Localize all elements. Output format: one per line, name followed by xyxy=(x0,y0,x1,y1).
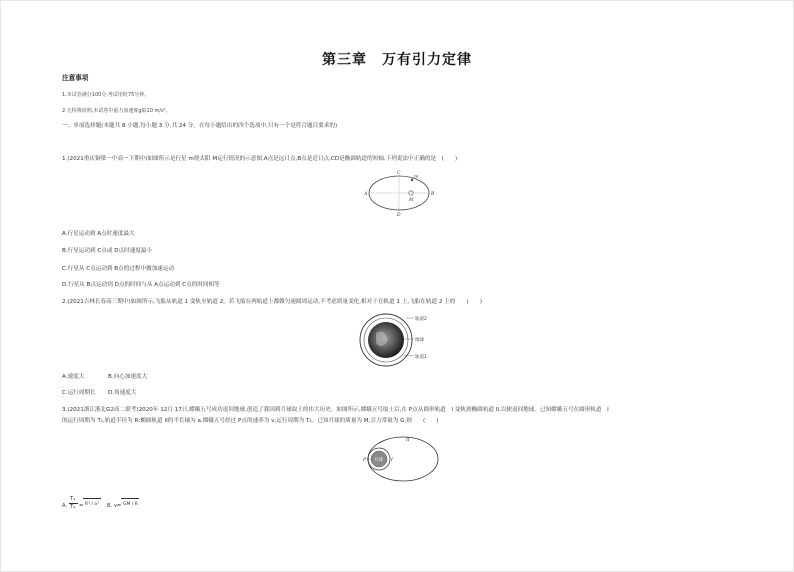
q2-stem: 2.(2021吉林长春高三期中)如图所示,飞船从轨道 1 变轨至轨道 2。若飞船在两轨道上都做匀速圆周运动,不考虑质量变化,相对于在轨道 1 上,飞船在轨道 2 上的 ( ) xyxy=(62,299,483,305)
q1-stem: 1.(2021重庆铜梁一中高一下期中)如图所示是行星 m绕太阳 M运行情况的示意图,A点是远日点,B点是近日点,CD是椭圆轨道的短轴,下列说法中正确的是 ( ) xyxy=(62,156,458,162)
label-B: B xyxy=(431,192,435,197)
q3-option-B-label: B. v= xyxy=(107,503,122,509)
q3-option-B-radicand: GM / R xyxy=(123,502,138,507)
note-item-1: 1.本试卷满分100分,考试用时75分钟。 xyxy=(62,92,150,98)
q3-option-A-equals: = xyxy=(79,503,84,509)
q2-option-A: A.速度大 xyxy=(62,374,85,380)
label-A: A xyxy=(364,192,368,197)
label-earth: 地球 xyxy=(415,338,424,343)
label-m: m xyxy=(414,175,419,180)
notes-heading: 注意事项 xyxy=(62,74,89,82)
label-orbit-II: II xyxy=(406,438,410,443)
label-P: P xyxy=(363,458,367,463)
q3-lunar-orbit-figure xyxy=(358,434,444,484)
q1-option-C: C.行星从 C点运动到 B点的过程中做加速运动 xyxy=(62,266,175,272)
q2-orbit-change-figure xyxy=(358,309,448,369)
orbit1-leader xyxy=(403,355,414,356)
q2-option-C: C.运行周期长 xyxy=(62,390,96,396)
label-orbit-I: I xyxy=(391,458,393,463)
q1-option-B: B.行星运动到 C点或 D点时速度最小 xyxy=(62,248,153,254)
q3-option-A-radicand: R³ / a³ xyxy=(85,502,99,507)
q3-option-A-fraction-top: T₁ xyxy=(70,496,76,502)
q3-stem-line-2: 的运行周期为 T₁,轨道半径为 R;椭圆轨道 II的半长轴为 a,嫦娥五号经过 P点的速率为 v,运行周期为 T₂。已知月球的质量为 M,引力常量为 G,则 ( ) xyxy=(62,418,439,424)
note-item-2: 2.无特殊说明,本试卷中重力加速度g取10 m/s²。 xyxy=(62,108,171,114)
label-M: M xyxy=(409,198,414,203)
point-P xyxy=(367,458,369,460)
q2-option-B: B.向心加速度大 xyxy=(108,374,148,380)
page-title: 第三章 万有引力定律 xyxy=(322,52,472,68)
label-moon: 月球 xyxy=(374,458,383,463)
label-D: D xyxy=(397,213,401,218)
label-C: C xyxy=(397,171,401,176)
section-heading: 一、单项选择题(本题共 8 小题,每小题 3 分,共 24 分。在每小题给出的四个选项中,只有一个是符合题目要求的) xyxy=(62,123,338,129)
q2-option-D: D.角速度大 xyxy=(108,390,137,396)
q3-option-A-fraction-bottom: T₂ xyxy=(70,504,76,510)
q1-option-D: D.行星从 B点运动到 D点的时间与从 A点运动到 C点的时间相等 xyxy=(62,282,220,288)
label-orbit-2: 轨道2 xyxy=(415,317,427,322)
q3-stem-line-1: 3.(2021浙江浙北G2高二联考)2020年 12月 17日,嫦娥五号成功返回地球,创造了我国到月球取土的伟大历史。如图所示,嫦娥五号取土后,在 P点从圆形轨道 I 变轨到椭圆轨道 II,以便返回地球。已知嫦娥五号在圆形轨道 I xyxy=(62,407,609,413)
q1-option-A: A.行星运动到 A点时速度最大 xyxy=(62,231,135,237)
q3-option-A-label: A. xyxy=(62,503,68,509)
planet-icon xyxy=(411,179,413,181)
label-orbit-1: 轨道1 xyxy=(415,355,427,360)
q1-ellipse-orbit-figure xyxy=(360,168,440,216)
